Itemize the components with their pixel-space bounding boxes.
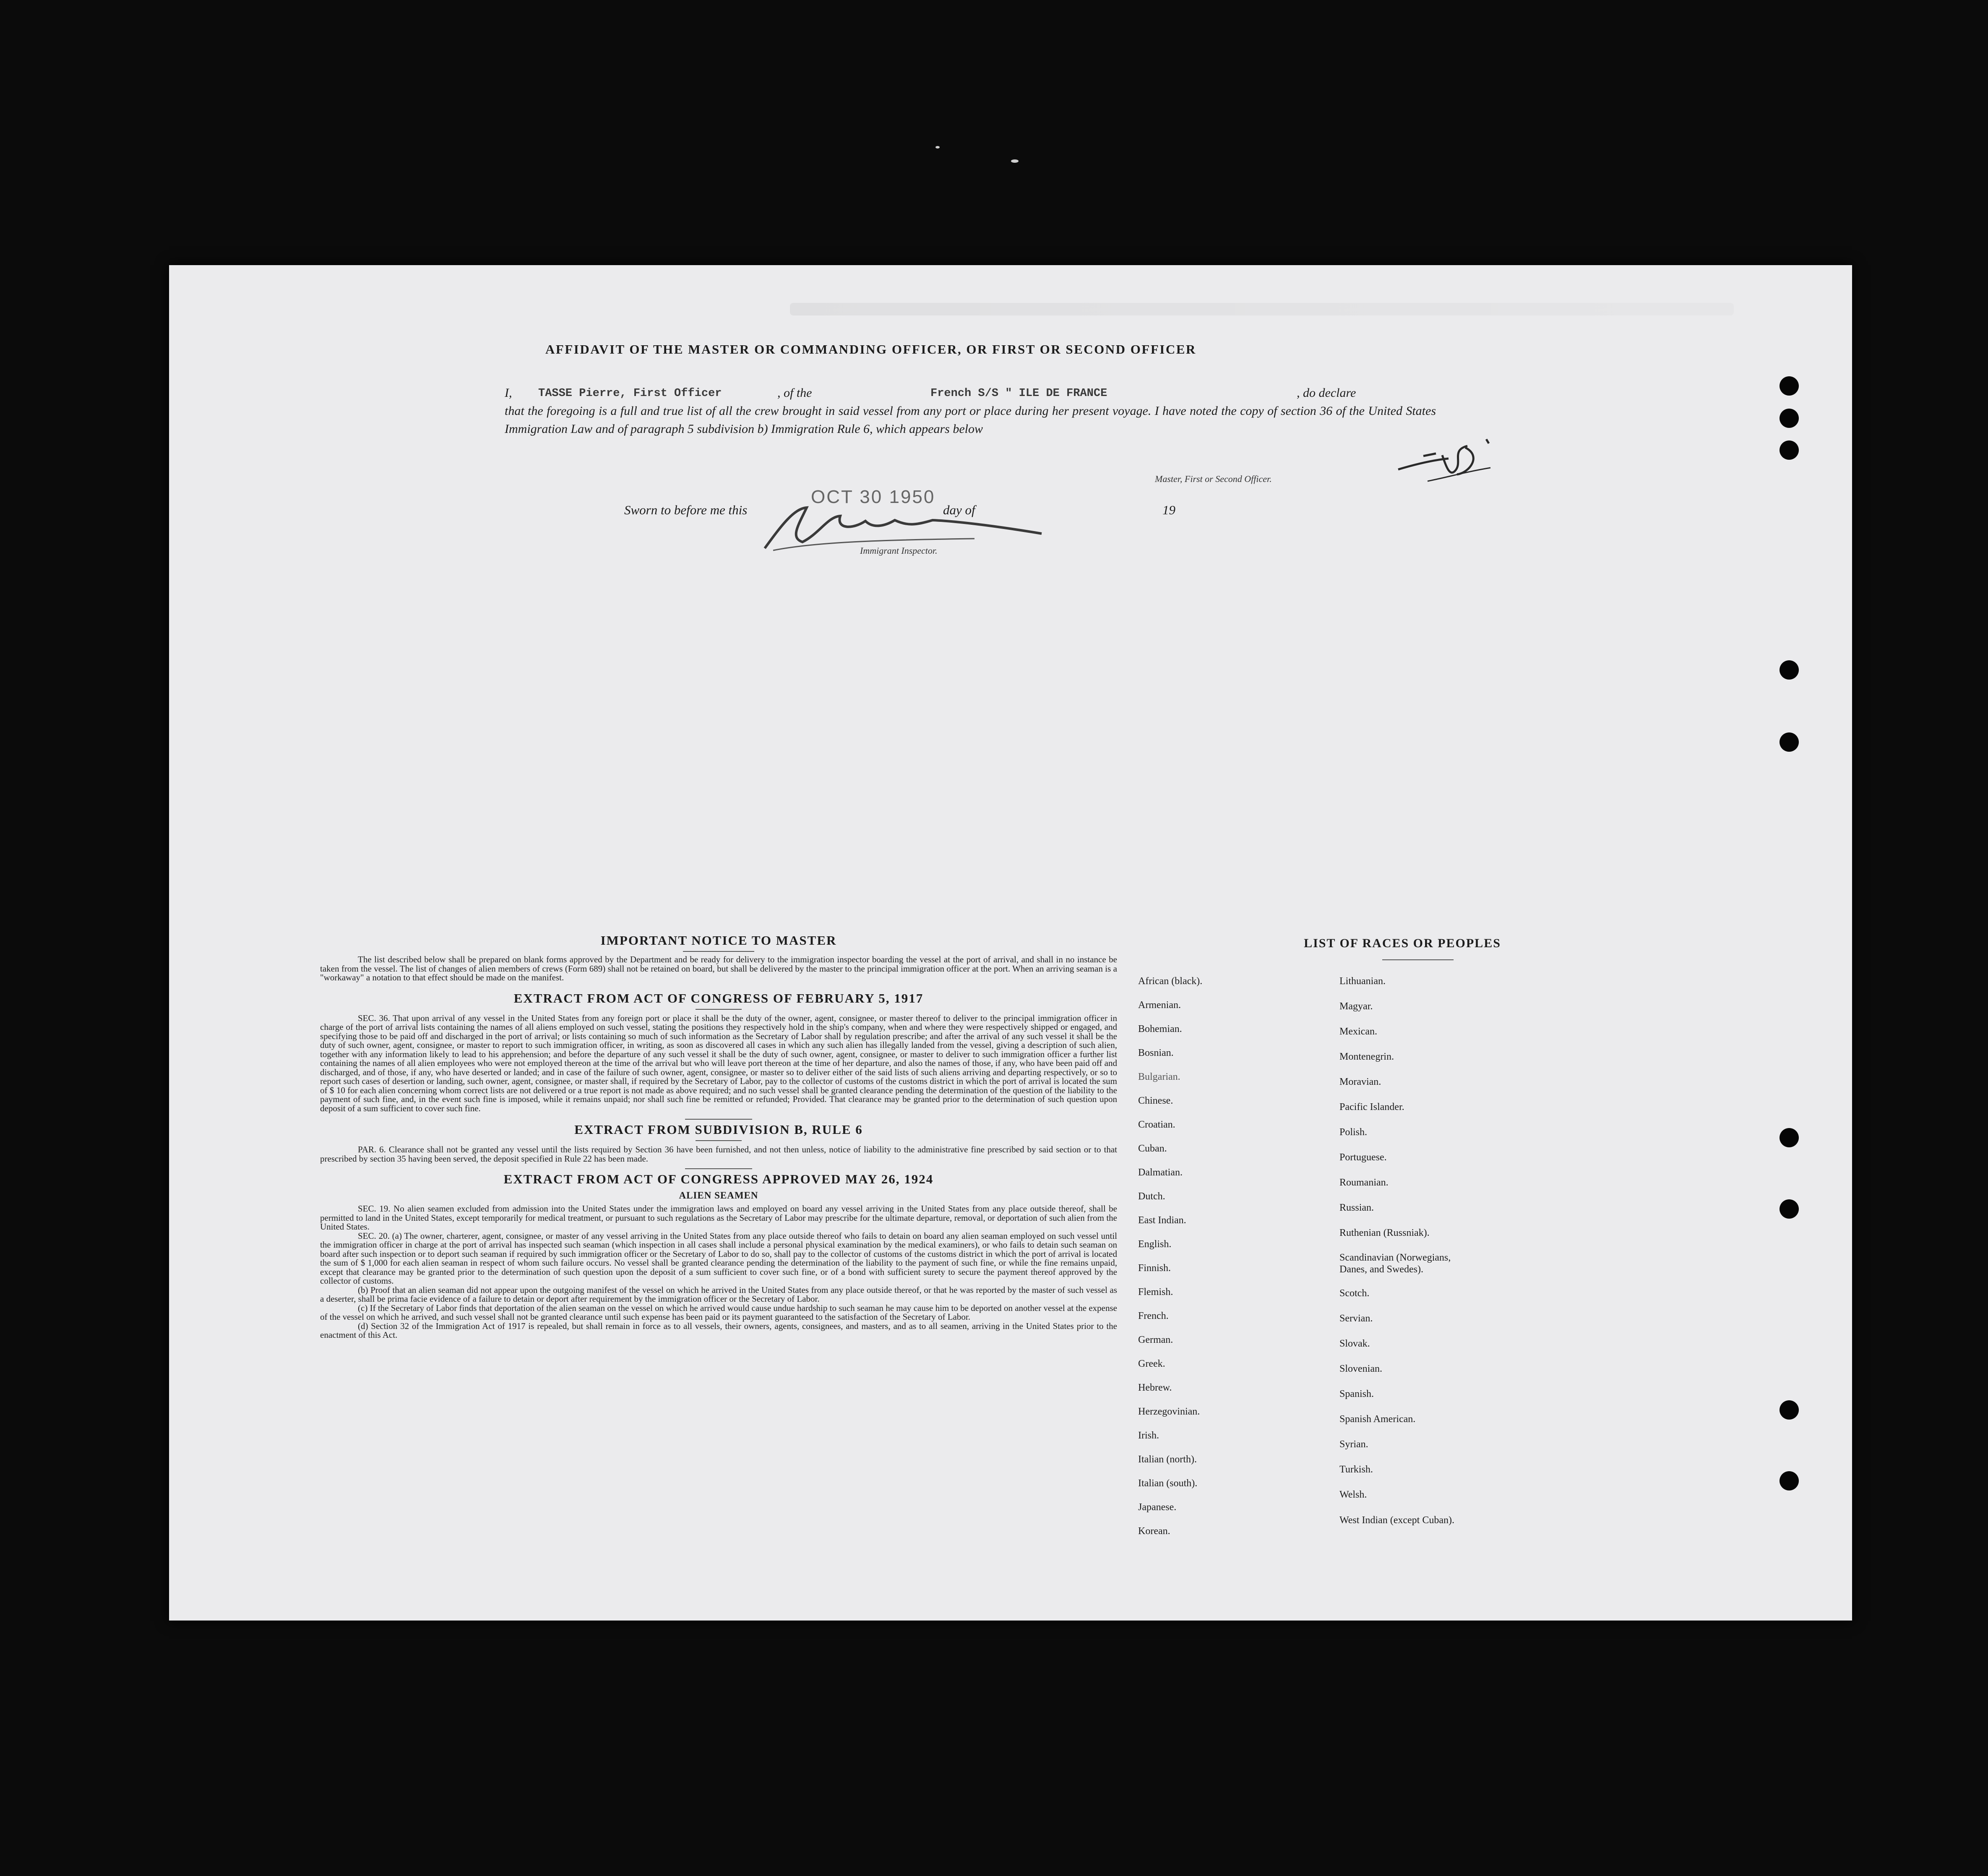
punch-hole: [1780, 1471, 1799, 1490]
divider: [683, 951, 754, 952]
divider: [685, 1119, 752, 1120]
affidavit-title: AFFIDAVIT OF THE MASTER OR COMMANDING OFFICER, OR FIRST OR SECOND OFFICER: [545, 342, 1196, 357]
punch-hole: [1780, 409, 1799, 428]
do-declare-text: , do declare: [1297, 386, 1356, 400]
race-item: Moravian.: [1339, 1076, 1381, 1087]
race-item: Irish.: [1138, 1430, 1159, 1441]
divider: [1382, 959, 1454, 960]
race-item: Greek.: [1138, 1358, 1165, 1369]
extract-rule6-text: PAR. 6. Clearance shall not be granted any vessel until the lists required by Section 36 have been furnished, and not then unless, notice of liability to the administrative fine prescribed by said section or to that prescribed by section 35 having been served, the deposit specified in Rule 22 has been made.: [320, 1144, 1117, 1164]
race-item: Bosnian.: [1138, 1047, 1174, 1058]
extract-1924-paragraph: SEC. 19. No alien seamen excluded from admission into the United States under the immigration laws and employed on board any vessel arriving in the United States from any place outside thereof, shall be permitted to land in the United States, except temporarily for medical treatment, or pursuant to such regulations as the Secretary of Labor may prescribe for the ultimate departure, removal, or deportation of such alien from the United States.: [320, 1204, 1117, 1232]
race-item: Spanish.: [1339, 1389, 1374, 1399]
sworn-prefix: Sworn to before me this: [624, 503, 748, 517]
notice-title: IMPORTANT NOTICE TO MASTER: [600, 933, 837, 948]
officer-name: TASSE Pierre, First Officer: [538, 387, 722, 400]
race-item: Armenian.: [1138, 1000, 1181, 1011]
extract-1924-paragraph: (b) Proof that an alien seaman did not appear upon the outgoing manifest of the vessel on which he arrived in the United States from any place outside thereof, or that he was reported by the master of such vessel as a deserter, shall be prima facie evidence of a failure to detain or deport after requirement by the immigration officer or the Secretary of Labor.: [320, 1285, 1117, 1304]
punch-hole: [1780, 660, 1799, 680]
extract-1924-title: EXTRACT FROM ACT OF CONGRESS APPROVED MAY 26, 1924: [503, 1172, 934, 1186]
race-item: Welsh.: [1339, 1489, 1367, 1500]
punch-hole: [1780, 440, 1799, 460]
affidavit-body: [505, 384, 1436, 438]
notice-text: The list described below shall be prepared on blank forms approved by the Department and be ready for delivery to the immigration inspector boarding the vessel at the port of arrival, and shall in no instance be taken from the vessel. The list of changes of alien members of crews (Form 689) shall not be retained on board, but shall be delivered by the master to the principal immigration officer at the port. When an arriving seaman is a "workaway" a notation to that effect should be made on the manifest.: [320, 954, 1117, 982]
day-of-text: day of: [943, 503, 975, 517]
race-item: Pacific Islander.: [1339, 1102, 1404, 1113]
race-item: Croatian.: [1138, 1119, 1175, 1130]
race-item: Japanese.: [1138, 1502, 1177, 1513]
signature-label: Master, First or Second Officer.: [1155, 474, 1272, 484]
extract-1924-paragraph: (c) If the Secretary of Labor finds that deportation of the alien seaman on the vessel on which he arrived would cause undue hardship to such seaman he may cause him to be deported on another vessel at the expense of the vessel on which he arrived, and such vessel shall not be granted clearance until such expense has been paid or its payment guaranteed to the satisfaction of the Secretary of Labor.: [320, 1303, 1117, 1322]
race-item: Mexican.: [1339, 1026, 1377, 1037]
race-item: Polish.: [1339, 1127, 1368, 1138]
race-item: Cuban.: [1138, 1143, 1167, 1154]
race-item: African (black).: [1138, 976, 1203, 987]
extract-1924-paragraph: SEC. 20. (a) The owner, charterer, agent, consignee, or master of any vessel arriving in the United States from any place outside thereof who fails to detain on board any alien seaman employed on such vessel until the immigration officer in charge at the port of arrival has inspected such seaman (which inspection in all cases shall include a personal physical examination by the medical examiners), or who fails to detain such seaman on board after such inspection or to deport such seaman if required by such immigration officer or the Secretary of Labor to do so, shall pay to the collector of customs of the customs district in which the port of arrival is located the sum of $ 1,000 for each alien seaman in respect of whom such failure occurs. No vessel shall be granted clearance pending the determination of the liability to the payment of such fine, or while the fine remains unpaid, except that clearance may be granted prior to the determination of such question upon the deposit of a sum sufficient to cover such fine, or of a bond with sufficient surety to secure the payment thereof approved by the collector of customs.: [320, 1230, 1117, 1286]
race-item: Servian.: [1339, 1313, 1373, 1324]
race-item: Hebrew.: [1138, 1382, 1172, 1393]
race-item: Magyar.: [1339, 1001, 1373, 1012]
race-item: Dutch.: [1138, 1191, 1165, 1202]
extract-1924-subtitle: ALIEN SEAMEN: [679, 1190, 758, 1201]
race-item: Dalmatian.: [1138, 1167, 1183, 1178]
race-item: Syrian.: [1339, 1439, 1368, 1450]
date-stamp: OCT 30 1950: [811, 487, 935, 507]
race-item: Spanish American.: [1339, 1414, 1416, 1425]
race-item: Portuguese.: [1339, 1152, 1387, 1163]
race-item: Ruthenian (Russniak).: [1339, 1227, 1430, 1238]
punch-hole: [1780, 732, 1799, 752]
affidavit-statement: that the foregoing is a full and true list of all the crew brought in said vessel from any port or place during her present voyage. I have noted the copy of section 36 of the United States Immigration Law and of paragraph 5 subdivision b) Immigration Rule 6, which appears below: [505, 404, 1436, 436]
race-item: Bohemian.: [1138, 1024, 1182, 1034]
race-item: Lithuanian.: [1339, 976, 1386, 987]
race-item: Montenegrin.: [1339, 1051, 1394, 1062]
race-item: Russian.: [1339, 1202, 1374, 1213]
race-item: Italian (north).: [1138, 1454, 1197, 1465]
race-item: French.: [1138, 1311, 1169, 1321]
year-prefix: 19: [1162, 503, 1175, 517]
race-item: English.: [1138, 1239, 1172, 1250]
race-item: Italian (south).: [1138, 1478, 1198, 1489]
vessel-name: French S/S " ILE DE FRANCE: [930, 387, 1107, 400]
divider: [696, 1009, 742, 1010]
divider: [696, 1140, 742, 1141]
bleed-through-text: [790, 303, 1734, 315]
extract-1917-text: SEC. 36. That upon arrival of any vessel in the United States from any foreign port or place it shall be the duty of the owner, agent, consignee, or master thereof to deliver to the principal immigration officer in charge of the port of arrival lists containing the names of all aliens employed on such vessel, stating the positions they respectively hold in the ship's company, when and where they were respectively shipped or engaged, and specifying those to be paid off and discharged in the port of arrival; or lists containing so much of such information as the Secretary of Labor shall by regulation prescribe; and after the arrival of any such vessel it shall be the duty of such owner, agent, consignee, or master to report to such immigration officer, in writing, as soon as discovered all cases in which any such alien has illegally landed from the vessel, giving a description of such alien, together with any information likely to lead to his apprehension; and before the departure of any such vessel it shall be the duty of such owner, agent, consignee, or master to deliver to such immigration officer a further list containing the names of all alien employees who were not employed thereon at the time of the arrival but who will leave port thereon at the time of her departure, and also the names of those, if any, who have been paid off and discharged, and of those, if any, who have deserted or landed; and in case of the failure of such owner, agent, consignee, or master so to deliver either of the said lists of such aliens arriving and departing respectively, or so to report such cases of desertion or landing, such owner, agent, consignee, or master shall, if required by the Secretary of Labor, pay to the collector of customs of the customs district in which the port of arrival is located the sum of $ 10 for each alien concerning whom correct lists are not delivered or a true report is not made as above required; and no such vessel shall be granted clearance pending the determination of the question of the liability to the payment of such fine, and, in the event such fine is imposed, while it remains unpaid; nor shall such fine be remitted or refunded; Provided. That clearance may be granted prior to the determination of such question upon deposit of a sum sufficient to cover such fine.: [320, 1013, 1117, 1113]
scan-speck: [935, 146, 940, 149]
inspector-label: Immigrant Inspector.: [860, 545, 938, 556]
race-item: Flemish.: [1138, 1287, 1173, 1298]
race-item: Slovak.: [1339, 1338, 1370, 1349]
race-item: West Indian (except Cuban).: [1339, 1515, 1454, 1526]
extract-1924-paragraph: (d) Section 32 of the Immigration Act of 1917 is repealed, but shall remain in force as to all vessels, their owners, agents, consignees, and masters, and as to all seamen, arriving in the United States prior to the enactment of this Act.: [320, 1321, 1117, 1340]
race-item: German.: [1138, 1334, 1173, 1345]
punch-hole: [1780, 376, 1799, 396]
races-title: LIST OF RACES OR PEOPLES: [1304, 936, 1501, 950]
punch-hole: [1780, 1128, 1799, 1147]
race-item: East Indian.: [1138, 1215, 1186, 1226]
extract-1917-title: EXTRACT FROM ACT OF CONGRESS OF FEBRUARY 5, 1917: [513, 990, 924, 1006]
divider: [685, 1168, 752, 1169]
scan-speck: [1011, 159, 1019, 163]
race-item: Bulgarian.: [1138, 1071, 1180, 1082]
of-the-text: , of the: [777, 386, 812, 400]
affidavit-declaration-line: [505, 384, 1436, 402]
punch-hole: [1780, 1400, 1799, 1420]
race-item: Korean.: [1138, 1526, 1170, 1537]
race-item: Turkish.: [1339, 1464, 1373, 1475]
document-page: [169, 265, 1852, 1621]
affidavit-intro: I,: [505, 386, 512, 400]
race-item: Finnish.: [1138, 1263, 1171, 1274]
punch-hole: [1780, 1199, 1799, 1219]
race-item: Roumanian.: [1339, 1177, 1389, 1188]
notices-column: [320, 933, 1117, 1340]
race-item: Scotch.: [1339, 1288, 1370, 1299]
race-item: Herzegovinian.: [1138, 1406, 1200, 1417]
race-item: Scandinavian (Norwegians, Danes, and Swedes).: [1339, 1252, 1451, 1275]
extract-rule6-title: EXTRACT FROM SUBDIVISION B, RULE 6: [574, 1122, 863, 1137]
race-item: Slovenian.: [1339, 1363, 1382, 1374]
race-item: Chinese.: [1138, 1095, 1173, 1106]
